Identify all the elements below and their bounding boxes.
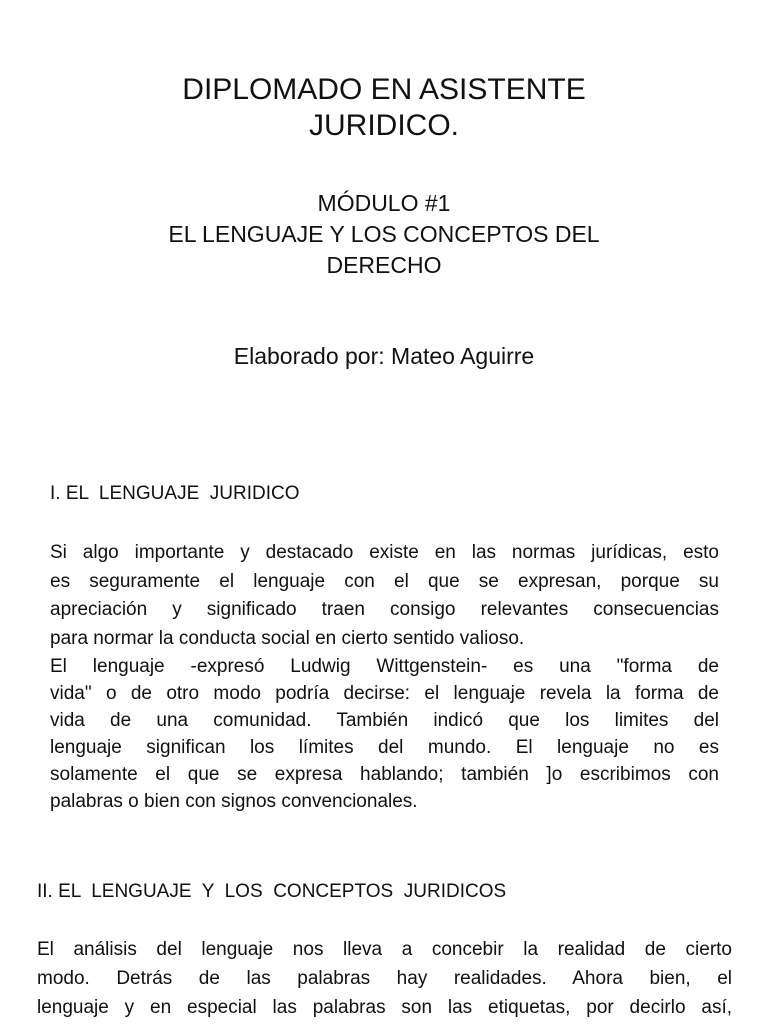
module-name-line: DERECHO: [326, 252, 442, 278]
document-title: [0, 72, 768, 144]
paragraph: [50, 539, 719, 653]
module-heading: [0, 188, 768, 281]
paragraph-line: solamente el que se expresa hablando; también ]o escribimos con: [50, 764, 719, 785]
paragraph-line: apreciación y significado traen consigo relevantes consecuencias: [50, 599, 719, 620]
paragraph-line: Si algo importante y destacado existe en las normas jurídicas, esto: [50, 542, 719, 563]
paragraph-line: vida" o de otro modo podría decirse: el lenguaje revela la forma de: [50, 683, 719, 704]
section-heading-lenguaje-juridico: I. EL LENGUAJE JURIDICO: [50, 483, 300, 504]
paragraph-line: lenguaje significan los límites del mundo. El lenguaje no es: [50, 737, 719, 758]
paragraph: [37, 935, 732, 1022]
document-title-line: DIPLOMADO EN ASISTENTE: [182, 73, 586, 106]
paragraph-line: modo. Detrás de las palabras hay realidades. Ahora bien, el: [37, 968, 732, 989]
paragraph-line: vida de una comunidad. También indicó que los limites del: [50, 710, 719, 731]
paragraph-line: palabras o bien con signos convencionales.: [50, 791, 418, 812]
module-number: MÓDULO #1: [317, 190, 451, 216]
section-heading-conceptos-juridicos: II. EL LENGUAJE Y LOS CONCEPTOS JURIDICOS: [37, 881, 507, 902]
paragraph-line: para normar la conducta social en cierto sentido valioso.: [50, 627, 525, 649]
paragraph-line: es seguramente el lenguaje con el que se expresan, porque su: [50, 570, 719, 592]
paragraph-line: El análisis del lenguaje nos lleva a concebir la realidad de cierto: [37, 939, 732, 960]
document-title-line: JURIDICO.: [309, 109, 459, 142]
paragraph: [50, 653, 719, 815]
paragraph-line: El lenguaje -expresó Ludwig Wittgenstein- es una "forma de: [50, 656, 719, 677]
module-name-line: EL LENGUAJE Y LOS CONCEPTOS DEL: [168, 221, 600, 247]
paragraph-line: lenguaje y en especial las palabras son las etiquetas, por decirlo así,: [37, 997, 732, 1018]
author-line: Elaborado por: Mateo Aguirre: [233, 343, 535, 369]
